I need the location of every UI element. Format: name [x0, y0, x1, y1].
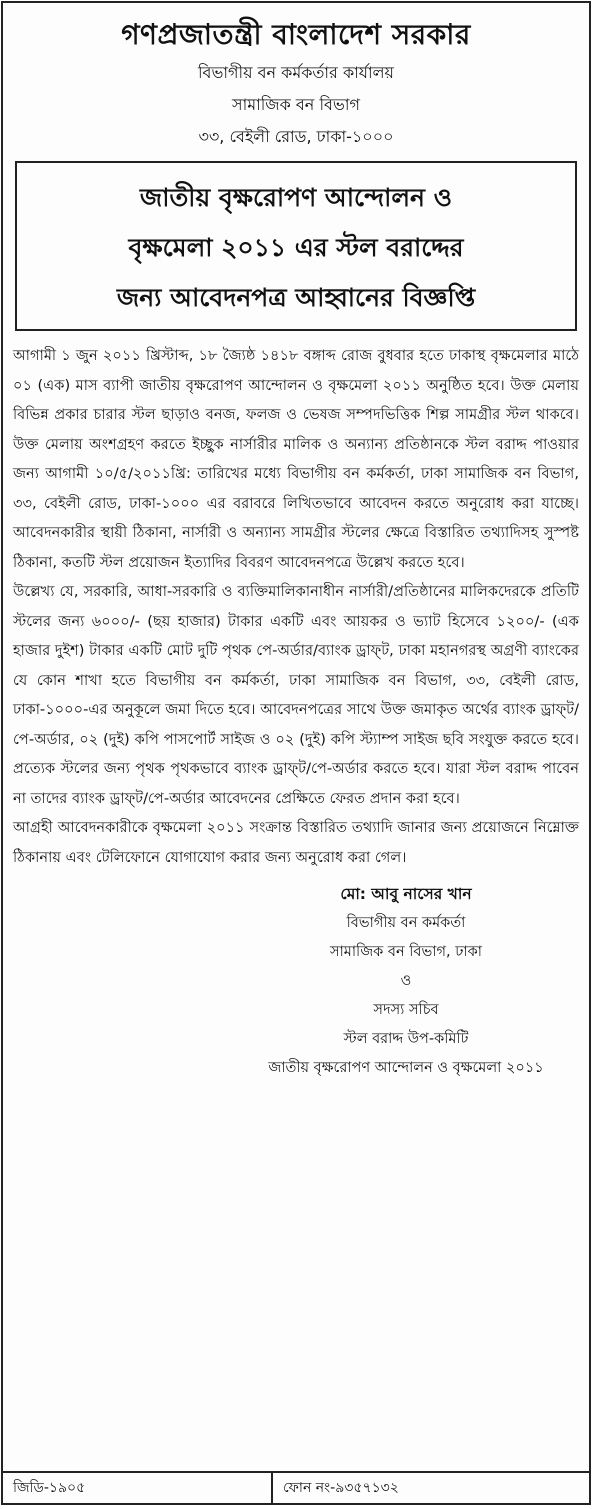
- office-address: ৩৩, বেইলী রোড, ঢাকা-১০০০: [198, 127, 394, 146]
- signatory-committee: স্টল বরাদ্দ উপ-কমিটি: [343, 1031, 469, 1047]
- signature-block: [223, 880, 589, 1083]
- notice-title-line-2: বৃক্ষমেলা ২০১১ এর স্টল বরাদ্দের: [128, 233, 464, 262]
- notice-document: [1, 1, 591, 1505]
- footer-divider: [271, 1473, 273, 1503]
- signatory-role: সদস্য সচিব: [373, 1002, 439, 1018]
- notice-title-box: [15, 161, 577, 331]
- body-paragraph-2: উল্লেখ্য যে, সরকারি, আধা-সরকারি ও ব্যক্তিমালিকানাধীন নার্সারী/প্রতিষ্ঠানের মালিকদেরকে প্রতিটি স্টলের জন্য ৬০০০/- (ছয় হাজার) টাকার একটি এবং আয়কর ও ভ্যাট হিসেবে ১২০০/- (এক হাজার দুইশ) টাকার একটি মোট দুটি পৃথক পে-অর্ডার/ব্যাংক ড্রাফ্‌ট, ঢাকা মহানগরস্থ অগ্রণী ব্যাংকের যে কোন শাখা হতে বিভাগীয় বন কর্মকর্তা, ঢাকা সামাজিক বন বিভাগ, ৩৩, বেইলী রোড, ঢাকা-১০০০-এর অনুকূলে জমা দিতে হবে। আবেদনপত্রের সাথে উক্ত জমাকৃত অর্থের ব্যাংক ড্রাফ্‌ট/পে-অর্ডার, ০২ (দুই) কপি পাসপোর্ট সাইজ ও ০২ (দুই) কপি স্ট্যাম্প সাইজ ছবি সংযুক্ত করতে হবে। প্রত্যেক স্টলের জন্য পৃথক পৃথকভাবে ব্যাংক ড্রাফ্‌ট/পে-অর্ডার করতে হবে। যারা স্টল বরাদ্দ পাবেন না তাদের ব্যাংক ড্রাফ্‌ট/পে-অর্ডার আবেদনের প্রেক্ষিতে ফেরত প্রদান করা হবে।: [13, 583, 579, 807]
- division-name: সামাজিক বন বিভাগ: [232, 95, 360, 114]
- gd-number: জিডি-১৯০৫: [13, 1480, 86, 1496]
- notice-title-line-1: জাতীয় বৃক্ষরোপণ আন্দোলন ও: [139, 183, 453, 212]
- office-name: বিভাগীয় বন কর্মকর্তার কার্যালয়: [197, 63, 394, 82]
- signatory-and: ও: [400, 973, 412, 989]
- signatory-name: মো: আবু নাসের খান: [340, 885, 472, 903]
- notice-body: [13, 341, 579, 872]
- body-paragraph-1: আগামী ১ জুন ২০১১ খ্রিস্টাব্দ, ১৮ জ্যৈষ্ঠ ১৪১৮ বঙ্গাব্দ রোজ বুধবার হতে ঢাকাস্থ বৃক্ষমেলার মাঠে ০১ (এক) মাস ব্যাপী জাতীয় বৃক্ষরোপণ আন্দোলন ও বৃক্ষমেলা ২০১১ অনুষ্ঠিত হবে। উক্ত মেলায় বিভিন্ন প্রকার চারার স্টল ছাড়াও বনজ, ফলজ ও ভেষজ সম্পদভিত্তিক শিল্প সামগ্রীর স্টল থাকবে। উক্ত মেলায় অংশগ্রহণ করতে ইচ্ছুক নার্সারীর মালিক ও অন্যান্য প্রতিষ্ঠানকে স্টল বরাদ্দ পাওয়ার জন্য আগামী ১০/৫/২০১১খ্রি: তারিখের মধ্যে বিভাগীয় বন কর্মকর্তা, ঢাকা সামাজিক বন বিভাগ, ৩৩, বেইলী রোড, ঢাকা-১০০০ এর বরাবরে লিখিতভাবে আবেদন করতে অনুরোধ করা যাচ্ছে। আবেদনকারীর স্থায়ী ঠিকানা, নার্সারী ও অন্যান্য সামগ্রীর স্টলের ক্ষেত্রে বিস্তারিত তথ্যাদিসহ সুস্পষ্ট ঠিকানা, কতটি স্টল প্রয়োজন ইত্যাদির বিবরণ আবেদনপত্রে উল্লেখ করতে হবে।: [13, 347, 579, 571]
- government-title: গণপ্রজাতন্ত্রী বাংলাদেশ সরকার: [121, 18, 471, 51]
- phone-number: ফোন নং-৯৩৫৭১৩২: [283, 1480, 399, 1496]
- footer-bar: [3, 1471, 589, 1503]
- body-paragraph-3: আগ্রহী আবেদনকারীকে বৃক্ষমেলা ২০১১ সংক্রান্ত বিস্তারিত তথ্যাদি জানার জন্য প্রয়োজনে নিম্নোক্ত ঠিকানায় এবং টেলিফোনে যোগাযোগ করার জন্য অনুরোধ করা গেল।: [13, 819, 579, 866]
- signatory-designation: বিভাগীয় বন কর্মকর্তা: [346, 915, 466, 931]
- signatory-event: জাতীয় বৃক্ষরোপণ আন্দোলন ও বৃক্ষমেলা ২০১১: [268, 1060, 544, 1076]
- notice-title-line-3: জন্য আবেদনপত্র আহ্বানের বিজ্ঞপ্তি: [116, 283, 476, 312]
- signatory-office: সামাজিক বন বিভাগ, ঢাকা: [330, 944, 482, 960]
